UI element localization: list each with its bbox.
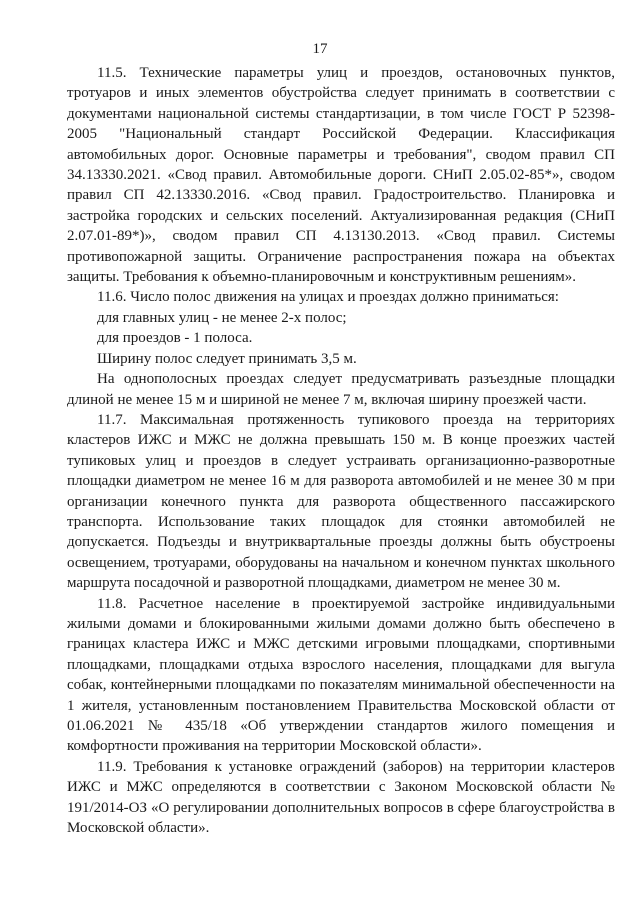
paragraph-11-9: 11.9. Требования к установке ограждений (заборов) на территории кластеров ИЖС и МЖС определяются в соответствии с Законом Московской области № 191/2014-ОЗ «О регулировании дополнительных вопросов в сфере благоустройства в Московской области». (67, 758, 615, 837)
paragraph-11-5: 11.5. Технические параметры улиц и проездов, остановочных пунктов, тротуаров и иных элементов обустройства следует принимать в соответствии с документами национальной системы стандартизации, в том числе ГОСТ Р 52398-2005 "Национальный стандарт Российской Федерации. Классификация автомобильных дорог. Основные параметры и требования", сводом правил СП 34.13330.2021. «Свод правил. Автомобильные дороги. СНиП 2.05.02-85*», сводом правил СП 42.13330.2016. «Свод правил. Градостроительство. Планировка и застройка городских и сельских поселений. Актуализированная редакция (СНиП 2.07.01-89*)», сводом правил СП 4.13130.2013. «Свод правил. Системы противопожарной защиты. Ограничение распространения пожара на объектах защиты. Требования к объемно-планировочным и конструктивным решениям». (67, 65, 615, 286)
paragraph-11-6-driveways: для проездов - 1 полоса. (97, 330, 253, 347)
paragraph-11-6-intro: 11.6. Число полос движения на улицах и проездах должно приниматься: (97, 289, 559, 306)
paragraph-11-7: 11.7. Максимальная протяженность тупикового проезда на территориях кластеров ИЖС и МЖС не должна превышать 150 м. В конце проезжих частей тупиковых улиц и проездов в следует устраивать организационно-разворотные площадки диаметром не менее 16 м для разворота автомобилей и не менее 30 м при организации конечного пункта для разворота общественного пассажирского транспорта. Использование таких площадок для стоянки автомобилей не допускается. Подъезды и внутриквартальные проезды должны быть обустроены освещением, тротуарами, оборудованы на начальном и конечном пунктах школьного маршрута посадочной и разворотной площадками, диаметром не менее 30 м. (67, 411, 615, 592)
document-body (67, 63, 615, 838)
paragraph-11-6-lane-width: Ширину полос следует принимать 3,5 м. (97, 350, 357, 367)
paragraph-11-6-passing-areas: На однополосных проездах следует предусматривать разъездные площадки длиной не менее 15 м и шириной не менее 7 м, включая ширину проезжей части. (67, 371, 615, 408)
paragraph-11-8: 11.8. Расчетное население в проектируемой застройке индивидуальными жилыми домами и блокированными жилыми домами должно быть обеспечено в границах кластера ИЖС и МЖС детскими игровыми площадками, спортивными площадками, площадками отдыха взрослого населения, площадками для выгула собак, контейнерными площадками по показателям минимальной обеспеченности на 1 жителя, установленным постановлением Правительства Московской области от 01.06.2021 № 435/18 «Об утверждении стандартов жилого помещения и комфортности проживания на территории Московской области». (67, 595, 615, 755)
paragraph-11-6-main-streets: для главных улиц - не менее 2-х полос; (97, 309, 347, 326)
page-number: 17 (312, 41, 328, 57)
